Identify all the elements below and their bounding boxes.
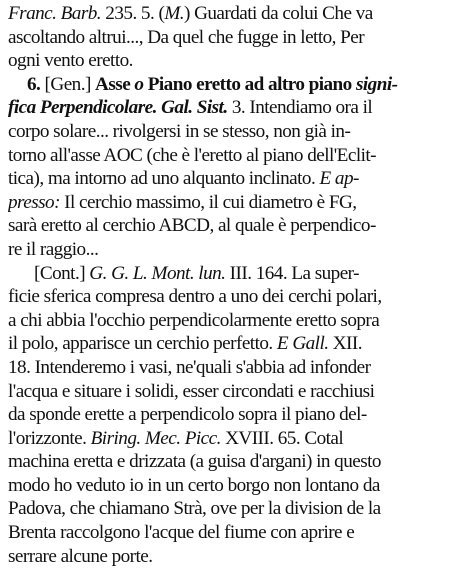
citation-source: Franc. Barb. (8, 3, 102, 24)
citation-source: E Gall. (276, 333, 329, 355)
text-line (8, 73, 463, 97)
text-span: machina eretta e drizzata (a guisa d'argani) in questo (8, 451, 381, 473)
sense-number: 6. (27, 73, 45, 95)
definition-paragraph-6 (8, 73, 463, 262)
text-line (8, 144, 463, 168)
text-line (8, 2, 463, 26)
text-line (8, 356, 463, 380)
text-line (8, 309, 463, 333)
text-span: Il cerchio massimo, il cui diametro è FG, (59, 191, 357, 213)
text-span: il polo, apparisce un cerchio perfetto. (8, 333, 277, 355)
text-span: 235. 5. ( (101, 3, 165, 24)
text-span: tica), ma intorno ad uno alquanto inclinato. (8, 168, 320, 190)
text-line (8, 521, 463, 545)
citation-source: G. G. L. Mont. lun. (89, 262, 226, 284)
citation-abbrev: M. (164, 3, 184, 24)
definition-text: signi- (355, 73, 398, 95)
conjunction: o (134, 73, 144, 95)
citation-source: Biring. Mec. Picc. (90, 427, 221, 449)
sense-tag: [Cont.] (34, 262, 90, 284)
text-line (8, 96, 463, 120)
text-span: modo ho veduto io in un certo borgo non lontano da (8, 474, 380, 496)
headword-phrase: Piano eretto ad altro piano (143, 73, 356, 95)
text-line (8, 380, 463, 404)
text-span: a chi abbia l'occhio perpendicolarmente eretto sopra (8, 309, 380, 331)
text-span: l'acqua e situare i solidi, esser circondati e racchiusi (8, 380, 375, 402)
citation-paragraph-1 (8, 2, 463, 73)
text-line (8, 497, 463, 521)
headword-phrase: Asse (95, 73, 135, 95)
text-line (8, 214, 463, 238)
text-span: corpo solare... rivolgersi in se stesso, non già in- (8, 120, 351, 142)
text-line (8, 26, 463, 50)
text-span: 65. Cotal (273, 427, 344, 449)
text-span: 3. Intendiamo ora il (227, 97, 373, 119)
text-line (8, 474, 463, 498)
text-span: ogni vento eretto. (8, 50, 133, 72)
text-line (8, 191, 463, 215)
text-span: l'orizzonte. (8, 427, 91, 449)
text-line (8, 285, 463, 309)
text-line (8, 167, 463, 191)
text-line (8, 238, 463, 262)
text-line (8, 450, 463, 474)
roman-numeral: XII. (328, 333, 362, 355)
citation-abbrev: presso: (8, 191, 60, 213)
text-span: ficie sferica compresa dentro a uno dei cerchi polari, (8, 286, 382, 308)
text-line (8, 332, 463, 356)
roman-numeral: XVIII. (220, 427, 274, 449)
text-span: ) Guardati da colui Che va (184, 3, 373, 24)
text-span: Padova, che chiamano Strà, ove per la division de la (8, 498, 381, 520)
text-span: serrare alcune porte. (8, 545, 153, 567)
text-line (8, 120, 463, 144)
text-line (8, 403, 463, 427)
continuation-paragraph (8, 262, 463, 568)
definition-text: fica Perpendicolare. Gal. Sist. (8, 97, 228, 119)
citation-abbrev: E ap- (319, 168, 359, 190)
roman-numeral: III. (225, 262, 252, 284)
text-span: re il raggio... (8, 238, 99, 260)
text-span: 164. La super- (251, 262, 359, 284)
text-line (8, 49, 463, 73)
text-span: sarà eretto al cerchio ABCD, al quale è perpendico- (8, 215, 376, 237)
text-line (8, 262, 463, 286)
sense-tag: [Gen.] (44, 73, 96, 95)
text-span: ascoltando altrui..., Da quel che fugge in letto, Per (8, 26, 365, 48)
text-span: da sponde erette a perpendicolo sopra il piano del- (8, 404, 367, 426)
text-span: Brenta raccolgono l'acque del fiume con aprire e (8, 522, 355, 544)
text-line (8, 545, 463, 568)
text-span: 18. Intenderemo i vasi, ne'quali s'abbia ad infonder (8, 356, 371, 378)
text-line (8, 427, 463, 451)
text-span: torno all'asse AOC (che è l'eretto al piano dell'Eclit- (8, 144, 377, 166)
